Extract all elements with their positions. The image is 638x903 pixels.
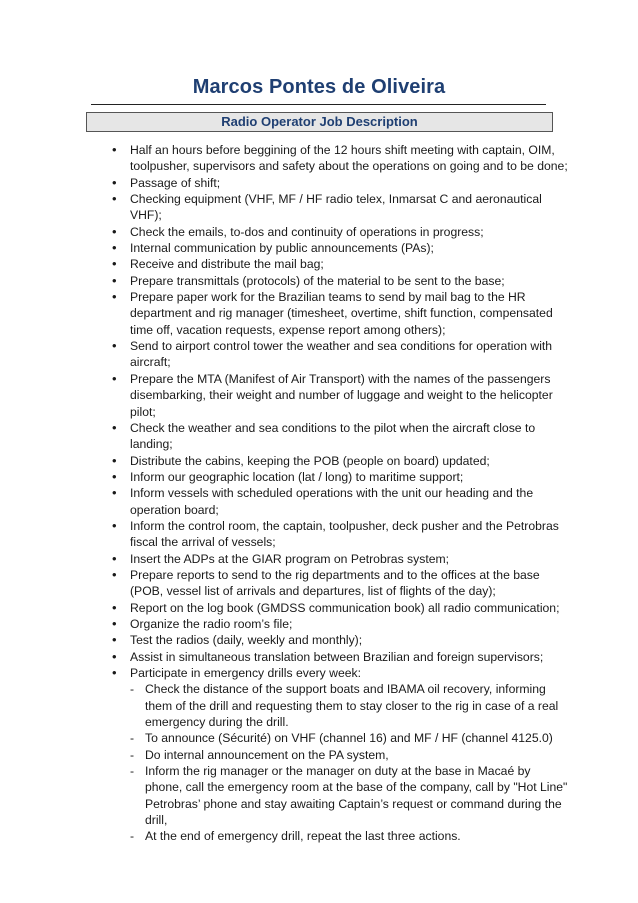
duty-text: Inform vessels with scheduled operations with the unit our heading and the operation board; <box>130 486 534 517</box>
duty-item <box>105 142 570 175</box>
duty-item <box>105 567 570 600</box>
duty-item <box>105 518 570 551</box>
duty-text: Prepare reports to send to the rig departments and to the offices at the base (POB, vessel list of arrivals and departures, list of flights of the day); <box>130 567 540 599</box>
duty-item <box>105 485 570 518</box>
duty-item <box>105 551 570 567</box>
duty-item <box>105 289 570 338</box>
duty-text: Participate in emergency drills every week: <box>130 666 361 680</box>
duty-text: Test the radios (daily, weekly and monthly); <box>130 633 363 648</box>
duty-item <box>105 632 570 648</box>
header-rule <box>91 104 546 105</box>
duty-item <box>105 453 570 469</box>
section-title: Radio Operator Job Description <box>86 112 553 132</box>
duty-text: Organize the radio room’s file; <box>130 616 293 631</box>
duty-text: Prepare transmittals (protocols) of the material to be sent to the base; <box>130 273 505 288</box>
duty-item <box>105 224 570 240</box>
duty-text: Send to airport control tower the weather and sea conditions for operation with aircraft; <box>130 339 553 370</box>
duty-item <box>105 338 570 371</box>
duty-item <box>105 273 570 289</box>
duty-text: Assist in simultaneous translation between Brazilian and foreign supervisors; <box>130 649 544 664</box>
drill-step-item: - To announce (Sécurité) on VHF (channel 16) and MF / HF (channel 4125.0) <box>130 730 570 746</box>
drill-step-item: - At the end of emergency drill, repeat the last three actions. <box>130 828 570 844</box>
duty-item <box>105 665 570 845</box>
duty-item <box>105 649 570 665</box>
duty-text: Prepare the MTA (Manifest of Air Transport) with the names of the passengers disembarking, their weight and number of luggage and weight to the helicopter pilot; <box>130 371 553 419</box>
drill-step-item: - Do internal announcement on the PA system, <box>130 747 570 763</box>
duty-item <box>105 616 570 632</box>
drill-steps-list <box>130 681 570 844</box>
duty-text: Prepare paper work for the Brazilian teams to send by mail bag to the HR department and rig manager (timesheet, overtime, shift function, compensated time off, vacation requests, expense report among others); <box>130 290 553 337</box>
duty-text: Report on the log book (GMDSS communication book) all radio communication; <box>130 600 560 615</box>
duty-text: Passage of shift; <box>130 175 221 190</box>
duty-item <box>105 469 570 485</box>
duty-text: Internal communication by public announcements (PAs); <box>130 241 434 256</box>
duty-text: Check the emails, to-dos and continuity of operations in progress; <box>130 224 484 239</box>
duty-item <box>105 256 570 272</box>
duty-item <box>105 420 570 453</box>
duty-text: Distribute the cabins, keeping the POB (people on board) updated; <box>130 453 490 468</box>
person-name: Marcos Pontes de Oliveira <box>192 76 446 98</box>
drill-step-item: - Check the distance of the support boats and IBAMA oil recovery, informing them of the drill and requesting them to stay closer to the rig in case of a real emergency during the drill. <box>130 681 570 730</box>
duty-item <box>105 371 570 420</box>
duty-text: Insert the ADPs at the GIAR program on Petrobras system; <box>130 551 450 566</box>
duty-text: Check the weather and sea conditions to the pilot when the aircraft close to landing; <box>130 420 536 452</box>
duty-item <box>105 175 570 191</box>
duty-text: Checking equipment (VHF, MF / HF radio telex, Inmarsat C and aeronautical VHF); <box>130 192 542 223</box>
duty-text: Inform our geographic location (lat / long) to maritime support; <box>130 469 464 484</box>
duty-list <box>105 142 570 845</box>
duty-text: Half an hours before beggining of the 12 hours shift meeting with captain, OIM, toolpusher, supervisors and safety about the operations on going and to be done; <box>130 143 568 174</box>
duty-item <box>105 191 570 224</box>
duty-item <box>105 240 570 256</box>
duty-text: Receive and distribute the mail bag; <box>130 257 324 272</box>
duty-text: Inform the control room, the captain, toolpusher, deck pusher and the Petrobras fiscal the arrival of vessels; <box>130 518 559 550</box>
drill-step-item: - Inform the rig manager or the manager on duty at the base in Macaé by phone, call the emergency room at the base of the company, call by "Hot Line" Petrobras’ phone and stay awaiting Captain’s request or command during the drill, <box>130 763 570 828</box>
duty-item <box>105 600 570 616</box>
